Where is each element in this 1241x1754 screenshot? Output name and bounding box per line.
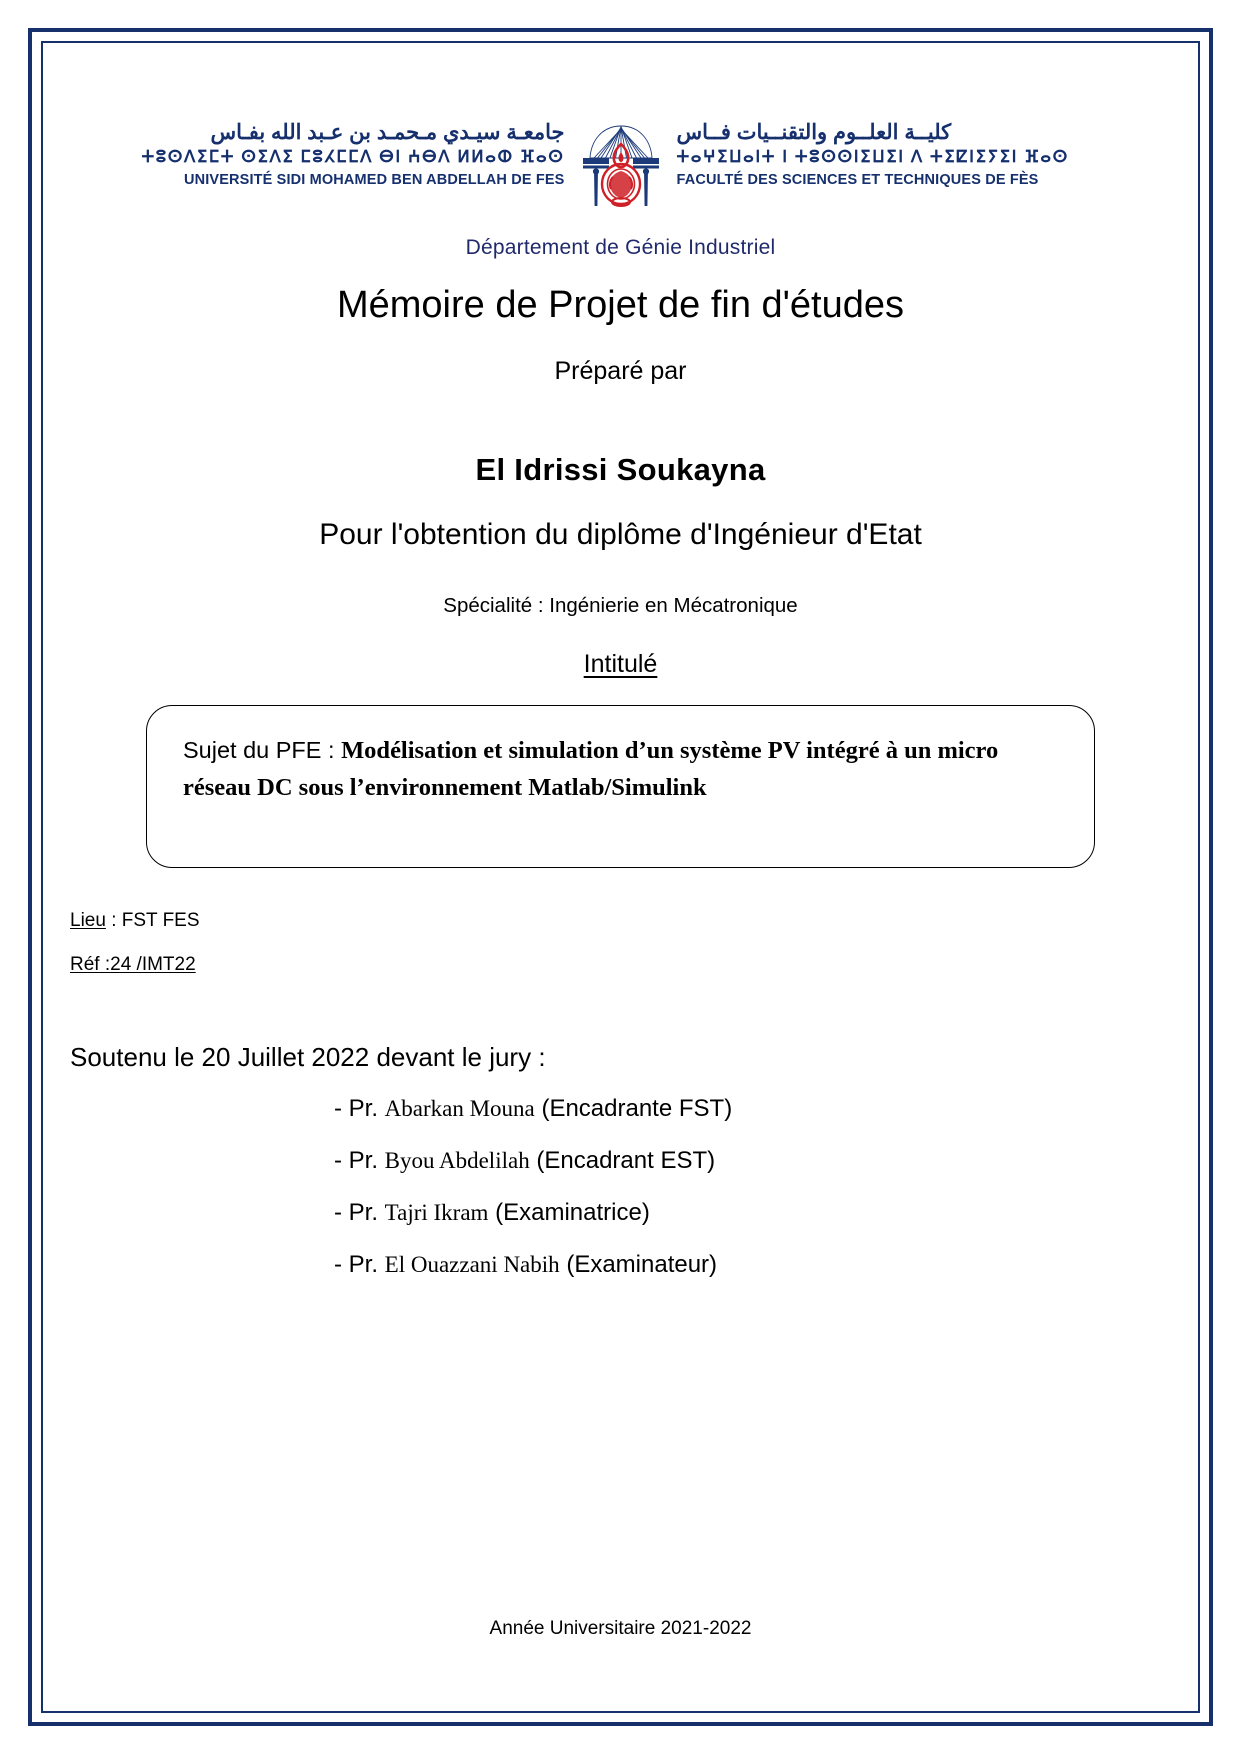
university-emblem-icon [579, 114, 663, 210]
lieu-label: Lieu [70, 910, 106, 931]
jury-member-role: (Examinatrice) [488, 1199, 650, 1226]
jury-member [334, 1147, 1179, 1175]
jury-member-name: Abarkan Mouna [384, 1096, 535, 1121]
academic-year-footer: Année Universitaire 2021-2022 [489, 1618, 752, 1639]
jury-prefix: - Pr. [334, 1251, 385, 1278]
pfe-subject-prefix: Sujet du PFE : [183, 737, 342, 763]
defense-date-line: Soutenu le 20 Juillet 2022 devant le jury : [70, 1042, 546, 1072]
meta-block [62, 910, 1179, 976]
university-name-arabic: جامعـة سيـدي مـحمـد بن عـبد الله بفـاس [210, 121, 565, 144]
student-name: El Idrissi Soukayna [475, 452, 766, 487]
jury-prefix: - Pr. [334, 1147, 385, 1174]
intitule-heading-wrapper [62, 650, 1179, 679]
jury-list [62, 1095, 1179, 1279]
jury-prefix: - Pr. [334, 1199, 385, 1226]
letterhead-university-block [62, 120, 579, 190]
university-name-tifinagh: ⵜⵓⵙⴷⵉⵎⵜ ⵙⵉⴷⵉ ⵎⵓⵃⵎⵎⴷ ⴱⵏ ⵄⴱⴷ ⵍⵍⴰⵀ ⴼⴰⵙ [141, 148, 565, 167]
page-title: Mémoire de Projet de fin d'études [336, 284, 904, 326]
prepared-by-label: Préparé par [554, 357, 687, 385]
ref-row [70, 954, 1179, 976]
speciality-line: Spécialité : Ingénierie en Mécatronique [443, 594, 798, 617]
pfe-subject-title: Modélisation et simulation d’un système PV intégré à un micro réseau DC sous l’environnement Matlab/Simulink [183, 737, 999, 802]
jury-member-name: El Ouazzani Nabih [384, 1252, 560, 1277]
faculty-name-arabic: كليــة العلــوم والتقنــيات فــاس [676, 121, 952, 144]
department-name: Département de Génie Industriel [465, 236, 776, 259]
lieu-row [70, 910, 1179, 932]
diploma-statement: Pour l'obtention du diplôme d'Ingénieur d'Etat [319, 518, 922, 551]
pfe-subject-line [183, 732, 1064, 806]
jury-member-role: (Examinateur) [559, 1251, 718, 1278]
jury-member [334, 1095, 1179, 1123]
pfe-subject-box [146, 705, 1095, 868]
intitule-heading: Intitulé [583, 650, 658, 678]
jury-member [334, 1251, 1179, 1279]
lieu-value: : FST FES [105, 910, 200, 931]
cover-page-content [62, 58, 1179, 1696]
faculty-name-tifinagh: ⵜⴰⵖⵉⵡⴰⵏⵜ ⵏ ⵜⵓⵙⵙⵏⵉⵡⵉⵏ ⴷ ⵜⵉⵇⵏⵉⵢⵉⵏ ⴼⴰⵙ [676, 148, 1069, 167]
jury-member-role: (Encadrante FST) [534, 1095, 733, 1122]
jury-prefix: - Pr. [334, 1095, 385, 1122]
jury-member-name: Tajri Ikram [384, 1200, 489, 1225]
jury-member-role: (Encadrant EST) [529, 1147, 716, 1174]
university-name-french: UNIVERSITÉ SIDI MOHAMED BEN ABDELLAH DE FES [183, 172, 565, 189]
faculty-name-french: FACULTÉ DES SCIENCES ET TECHNIQUES DE FÈS [676, 172, 1039, 189]
jury-member-name: Byou Abdelilah [384, 1148, 530, 1173]
ref-label: Réf :24 /IMT22 [70, 954, 196, 975]
jury-member [334, 1199, 1179, 1227]
letterhead-faculty-block [663, 120, 1180, 190]
letterhead [62, 58, 1179, 210]
